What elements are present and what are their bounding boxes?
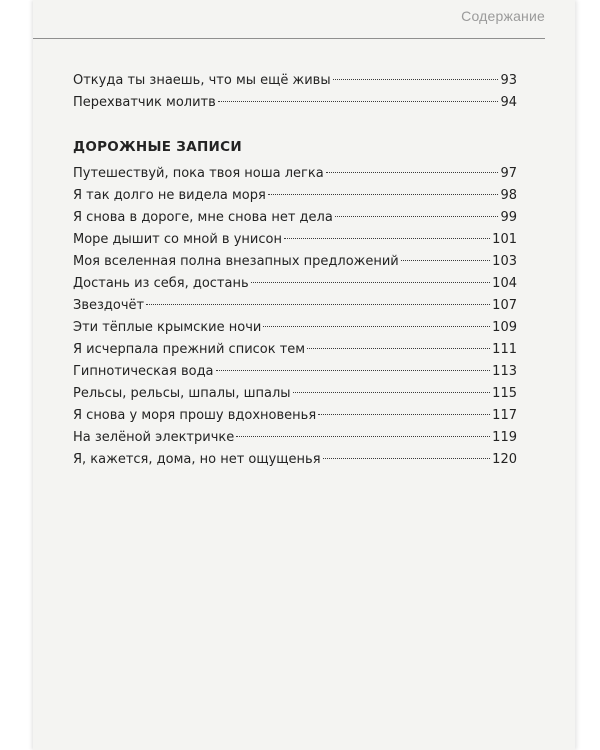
toc-entry xyxy=(73,317,517,339)
toc-entry xyxy=(73,163,517,185)
dot-leader xyxy=(318,414,490,415)
toc-entry-page: 107 xyxy=(492,298,517,313)
toc-entry xyxy=(73,273,517,295)
toc-entry-page: 115 xyxy=(492,386,517,401)
dot-leader xyxy=(326,172,499,173)
dot-leader xyxy=(284,238,490,239)
toc-entry xyxy=(73,427,517,449)
toc-entry-title: Звездочёт xyxy=(73,298,145,313)
dot-leader xyxy=(251,282,491,283)
toc-entry-title: Я снова у моря прошу вдохновенья xyxy=(73,408,317,423)
dot-leader xyxy=(307,348,490,349)
dot-leader xyxy=(293,392,491,393)
toc-entry-title: Я исчерпала прежний список тем xyxy=(73,342,306,357)
dot-leader xyxy=(263,326,490,327)
header-rule xyxy=(33,38,545,39)
dot-leader xyxy=(335,216,499,217)
toc-entry-title: Достань из себя, достань xyxy=(73,276,249,291)
toc-entry xyxy=(73,449,517,471)
toc-entry-page: 98 xyxy=(500,188,517,203)
toc-entry xyxy=(73,361,517,383)
toc-entry-page: 120 xyxy=(492,452,517,467)
running-head: Содержание xyxy=(461,8,545,24)
toc-entry-page: 119 xyxy=(492,430,517,445)
toc-entry-page: 113 xyxy=(492,364,517,379)
toc-entry xyxy=(73,383,517,405)
toc-entry-page: 109 xyxy=(492,320,517,335)
toc-entry-title: Я, кажется, дома, но нет ощущенья xyxy=(73,452,321,467)
toc-top-list xyxy=(73,70,517,114)
toc-entry-page: 99 xyxy=(500,210,517,225)
dot-leader xyxy=(236,436,490,437)
toc-entry-title: Рельсы, рельсы, шпалы, шпалы xyxy=(73,386,291,401)
toc-entry xyxy=(73,405,517,427)
toc-entry-title: Откуда ты знаешь, что мы ещё живы xyxy=(73,73,331,88)
toc-entry-title: Перехватчик молитв xyxy=(73,95,216,110)
toc-entry xyxy=(73,207,517,229)
toc-entry-page: 97 xyxy=(500,166,517,181)
toc-entry-title: Путешествуй, пока твоя ноша легка xyxy=(73,166,324,181)
toc-entry-title: Море дышит со мной в унисон xyxy=(73,232,282,247)
toc-entry-title: На зелёной электричке xyxy=(73,430,235,445)
toc-entry-title: Гипнотическая вода xyxy=(73,364,214,379)
toc-entry xyxy=(73,295,517,317)
toc-entry xyxy=(73,229,517,251)
toc-entry-title: Моя вселенная полна внезапных предложений xyxy=(73,254,399,269)
toc-entry-title: Я так долго не видела моря xyxy=(73,188,266,203)
toc-entry-page: 117 xyxy=(492,408,517,423)
dot-leader xyxy=(268,194,499,195)
toc-section xyxy=(73,136,517,471)
toc-entry-page: 93 xyxy=(500,73,517,88)
dot-leader xyxy=(146,304,490,305)
toc-entry xyxy=(73,185,517,207)
toc-entry-page: 94 xyxy=(500,95,517,110)
toc-entry xyxy=(73,70,517,92)
toc-entry-page: 103 xyxy=(492,254,517,269)
toc-entry-page: 111 xyxy=(492,342,517,357)
toc-entry-page: 101 xyxy=(492,232,517,247)
dot-leader xyxy=(216,370,491,371)
dot-leader xyxy=(218,101,499,102)
section-title: ДОРОЖНЫЕ ЗАПИСИ xyxy=(73,139,242,155)
book-page xyxy=(33,0,575,750)
toc-entry xyxy=(73,251,517,273)
toc-entry xyxy=(73,92,517,114)
toc-entry-title: Эти тёплые крымские ночи xyxy=(73,320,262,335)
toc-entry-title: Я снова в дороге, мне снова нет дела xyxy=(73,210,333,225)
dot-leader xyxy=(323,458,491,459)
toc-entry-page: 104 xyxy=(492,276,517,291)
toc-entry xyxy=(73,339,517,361)
dot-leader xyxy=(333,79,499,80)
dot-leader xyxy=(401,260,490,261)
